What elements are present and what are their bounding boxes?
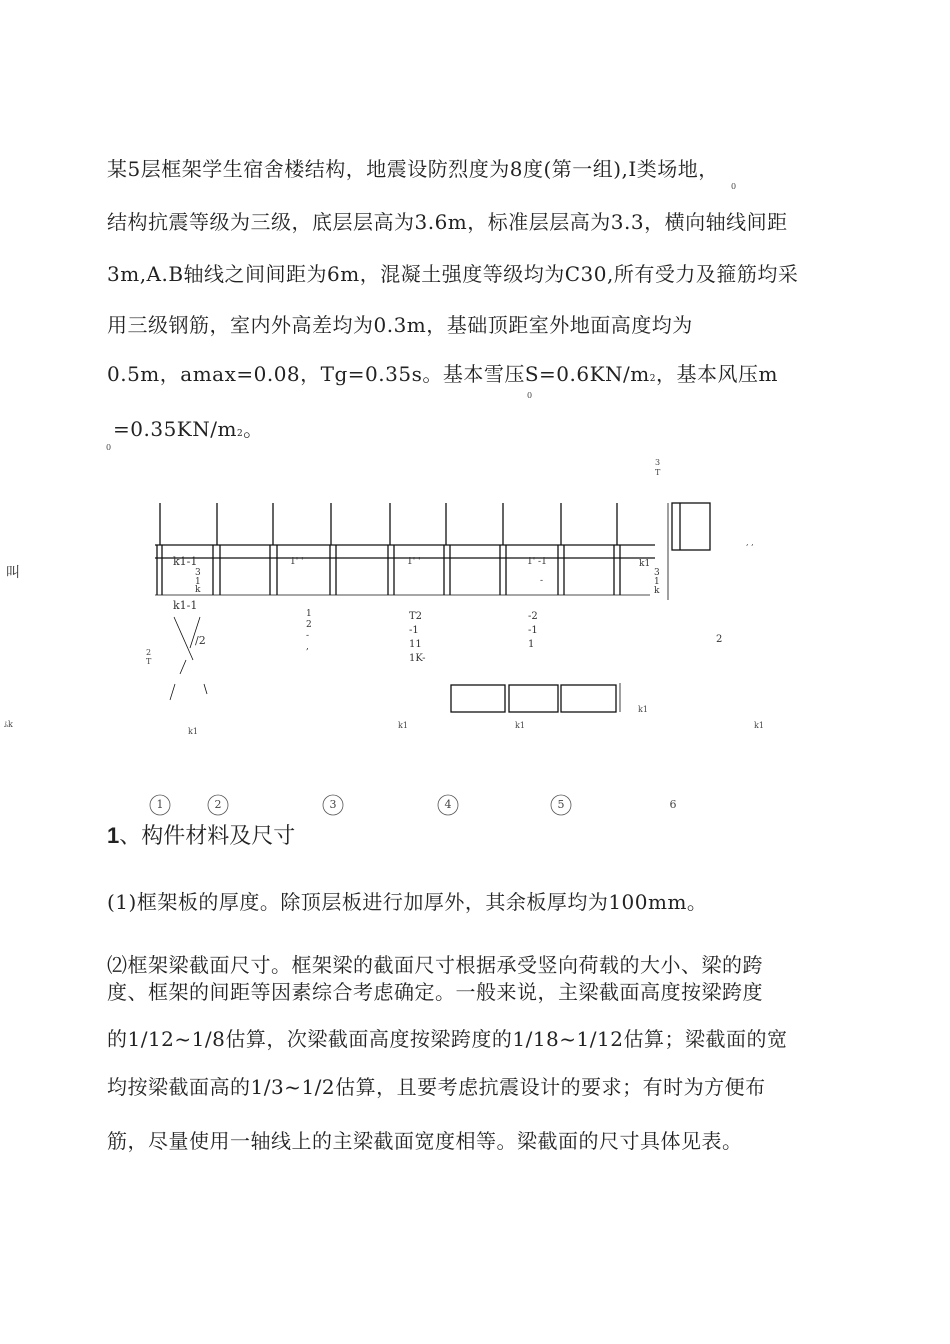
paragraph-2-line-5: 筋，尽量使用一轴线上的主梁截面宽度相等。梁截面的尺寸具体见表。 bbox=[107, 1129, 743, 1153]
intro-line-6-subscript: 0 bbox=[106, 443, 112, 452]
intro-line-5-text: 0.5m，amax=0.08，Tg=0.35s。基本雪压S=0.6KN/m bbox=[107, 362, 650, 386]
label-col4-d: 1K- bbox=[409, 653, 426, 664]
label-col5-b: -2 bbox=[528, 611, 538, 622]
label-bottom-k1: k1 bbox=[398, 721, 408, 730]
label-frac-1: 1 bbox=[195, 577, 201, 587]
label-bottom-k1: k1 bbox=[188, 727, 198, 736]
intro-line-1: 某5层框架学生宿舍楼结构，地震设防烈度为8度(第一组),I类场地， bbox=[107, 157, 719, 181]
label-col5-a: - bbox=[540, 576, 544, 586]
intro-line-6-text: =0.35KN/m bbox=[113, 417, 237, 441]
label-mid-b: 1' ' bbox=[290, 557, 304, 567]
right-detail-box bbox=[672, 503, 710, 550]
label-mid-d: 1' -1 bbox=[527, 557, 547, 567]
label-col5-c: -1 bbox=[528, 625, 538, 636]
label-col2-b: 2 bbox=[306, 620, 312, 630]
lower-box bbox=[561, 685, 616, 712]
intro-line-5-subscript: 0 bbox=[527, 391, 533, 400]
label-right-k1: k1 bbox=[639, 559, 651, 569]
intro-line-6-sup: 2 bbox=[236, 429, 244, 439]
section-heading bbox=[107, 823, 295, 850]
section-number: 1 bbox=[107, 823, 120, 848]
label-left-T: T bbox=[146, 657, 152, 666]
label-right-k: k bbox=[654, 586, 660, 596]
label-col4-c: 11 bbox=[409, 639, 422, 650]
axis-label-4: 4 bbox=[444, 798, 452, 811]
lower-box bbox=[451, 685, 505, 712]
label-bottom-k1: k1 bbox=[515, 721, 525, 730]
label-col5-d: 1 bbox=[528, 639, 535, 650]
label-k1-1-top: k1-1 bbox=[173, 555, 198, 568]
axis-label-3: 3 bbox=[329, 798, 337, 811]
label-bottom-k1: k1 bbox=[754, 721, 764, 730]
label-right-1: 1 bbox=[654, 577, 660, 587]
intro-line-5-tail: ，基本风压m bbox=[656, 362, 778, 386]
lower-box bbox=[509, 685, 558, 712]
axis-label-2: 2 bbox=[214, 798, 222, 811]
intro-line-6-tail: 。 bbox=[243, 417, 264, 441]
intro-line-1-subscript: 0 bbox=[731, 182, 737, 191]
label-k1-1-bottom: k1-1 bbox=[173, 599, 198, 612]
label-quote-mark: , , bbox=[746, 538, 754, 547]
label-right-2: 2 bbox=[716, 634, 723, 645]
label-col4-a: T2 bbox=[409, 611, 423, 622]
paragraph-2-line-4: 均按梁截面高的1/3~1/2估算，且要考虑抗震设计的要求；有时为方便布 bbox=[107, 1075, 766, 1099]
label-mid-c: 1' ' bbox=[407, 557, 421, 567]
intro-line-4: 用三级钢筋，室内外高差均为0.3m，基础顶距室外地面高度均为 bbox=[107, 313, 693, 337]
axis-label-6: 6 bbox=[669, 798, 677, 811]
label-col2-a: 1 bbox=[306, 609, 312, 619]
label-bottom-k1: k1 bbox=[638, 705, 648, 714]
intro-line-5-sup: 2 bbox=[649, 374, 656, 384]
axis-label-5: 5 bbox=[557, 798, 565, 811]
paragraph-2-line-2: 度、框架的间距等因素综合考虑确定。一般来说，主梁截面高度按梁跨度 bbox=[107, 980, 763, 1004]
label-col4-b: -1 bbox=[409, 625, 419, 636]
axis-label-1: 1 bbox=[156, 798, 164, 811]
label-top-T: T bbox=[655, 468, 661, 477]
intro-line-2: 结构抗震等级为三级，底层层高为3.6m，标准层层高为3.3，横向轴线间距 bbox=[107, 210, 788, 234]
paragraph-2-line-3: 的1/12~1/8估算，次梁截面高度按梁跨度的1/18~1/12估算；梁截面的宽 bbox=[107, 1027, 788, 1051]
label-col2-c: - bbox=[306, 631, 310, 641]
paragraph-1: (1)框架板的厚度。除顶层板进行加厚外，其余板厚均为100mm。 bbox=[107, 890, 708, 914]
bottom-left-mark: ﾑk bbox=[4, 720, 13, 729]
label-left-2: 2 bbox=[146, 648, 152, 657]
intro-line-3: 3m,A.B轴线之间间距为6m，混凝土强度等级均为C30,所有受力及箍筋均采 bbox=[107, 262, 799, 286]
label-frac-3: 3 bbox=[195, 568, 201, 578]
section-title: 、构件材料及尺寸 bbox=[119, 824, 296, 849]
paragraph-2-line-1: ⑵框架梁截面尺寸。框架梁的截面尺寸根据承受竖向荷载的大小、梁的跨 bbox=[107, 953, 763, 977]
label-right-3: 3 bbox=[654, 568, 660, 578]
label-slash-2: /2 bbox=[195, 634, 206, 647]
label-top-3: 3 bbox=[655, 458, 661, 467]
label-frac-k: k bbox=[195, 585, 201, 595]
label-col2-d: , bbox=[306, 642, 309, 652]
left-margin-mark: 叫 bbox=[6, 565, 20, 581]
